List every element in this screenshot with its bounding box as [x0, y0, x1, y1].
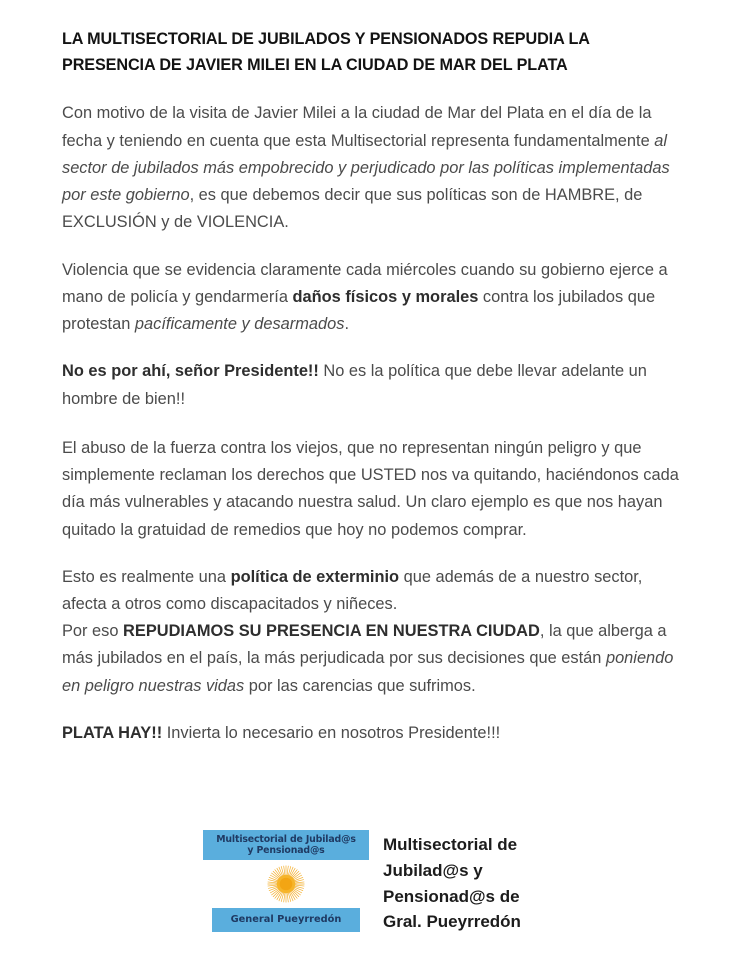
sun-of-may-icon [265, 863, 307, 905]
p4-run-1: El abuso de la fuerza contra los viejos, que no representan ningún peligro y que simplemente reclaman los derechos que USTED nos va quitando, haciéndonos cada día más vulnerables y atacando nuestra salud. Un claro ejemplo es que nos hayan quitado la gratuidad de remedios que hoy no podemos comprar. [62, 438, 679, 539]
p1-run-1: Con motivo de la visita de Javier Milei a la ciudad de Mar del Plata en el día de la fecha y teniendo en cuenta que esta Multisectorial representa fundamentalmente [62, 104, 655, 150]
paragraph-4 [62, 435, 682, 544]
p5-run-4: Por eso [62, 622, 124, 641]
org-name-line-3: Pensionad@s de [383, 886, 520, 906]
p3-run-2: No es la política que debe llevar adelante un hombre de bien!! [62, 362, 647, 408]
logo-top-bar [203, 830, 369, 860]
paragraph-3 [62, 358, 682, 412]
p5-run-6: , la que alberga a más jubilados en el país, la más perjudicada por sus decisiones que están [62, 622, 667, 668]
p2-run-1: Violencia que se evidencia claramente cada miércoles cuando su gobierno ejerce a mano de policía y gendarmería [62, 260, 668, 306]
org-name-line-1: Multisectorial de [383, 835, 518, 854]
organization-name [383, 830, 521, 935]
logo-middle-band [203, 860, 369, 908]
p5-run-7-italic: poniendo en peligro nuestras vidas [62, 649, 674, 695]
org-name-line-2: Jubilad@s y [383, 860, 483, 880]
p6-run-2: Invierta lo necesario en nosotros Presidente!!! [162, 723, 501, 742]
paragraph-1 [62, 100, 682, 236]
p5-run-2-bold: política de exterminio [230, 567, 400, 586]
p5-run-8: por las carencias que sufrimos. [244, 676, 476, 695]
footer-signature-block [203, 830, 521, 935]
p2-run-5: . [344, 315, 350, 334]
p6-run-1-bold: PLATA HAY!! [62, 723, 163, 742]
p2-run-3: contra los jubilados que protestan [62, 287, 656, 334]
paragraph-5 [62, 564, 682, 700]
logo-top-bar-line-2: y Pensionad@s [247, 845, 325, 857]
page-title [62, 26, 682, 78]
p1-run-2-italic: al sector de jubilados más empobrecido y perjudicado por las políticas implementadas por este gobierno [62, 131, 670, 205]
p5-run-3: que además de a nuestro sector, afecta a otros como discapacitados y niñeces. [62, 567, 643, 613]
paragraph-6 [62, 720, 682, 747]
p3-run-1-bold: No es por ahí, señor Presidente!! [62, 362, 319, 381]
logo-bottom-bar: General Pueyrredón [212, 908, 360, 932]
paragraph-2 [62, 257, 682, 339]
p2-run-4-italic: pacíficamente y desarmados [134, 315, 345, 334]
p5-run-5-bold: REPUDIAMOS SU PRESENCIA EN NUESTRA CIUDAD [123, 622, 540, 641]
p5-run-1: Esto es realmente una [62, 567, 231, 586]
p1-run-3: , es que debemos decir que sus políticas son de HAMBRE, de EXCLUSIÓN y de VIOLENCIA. [62, 186, 643, 232]
logo-top-bar-line-1: Multisectorial de Jubilad@s [216, 834, 356, 845]
p2-run-2-bold: daños físicos y morales [292, 287, 479, 306]
title-line-1: LA MULTISECTORIAL DE JUBILADOS Y PENSIONADOS REPUDIA LA [62, 30, 590, 48]
organization-logo [203, 830, 369, 932]
title-line-2: PRESENCIA DE JAVIER MILEI EN LA CIUDAD DE MAR DEL PLATA [62, 56, 568, 75]
org-name-line-4: Gral. Pueyrredón [383, 912, 521, 932]
